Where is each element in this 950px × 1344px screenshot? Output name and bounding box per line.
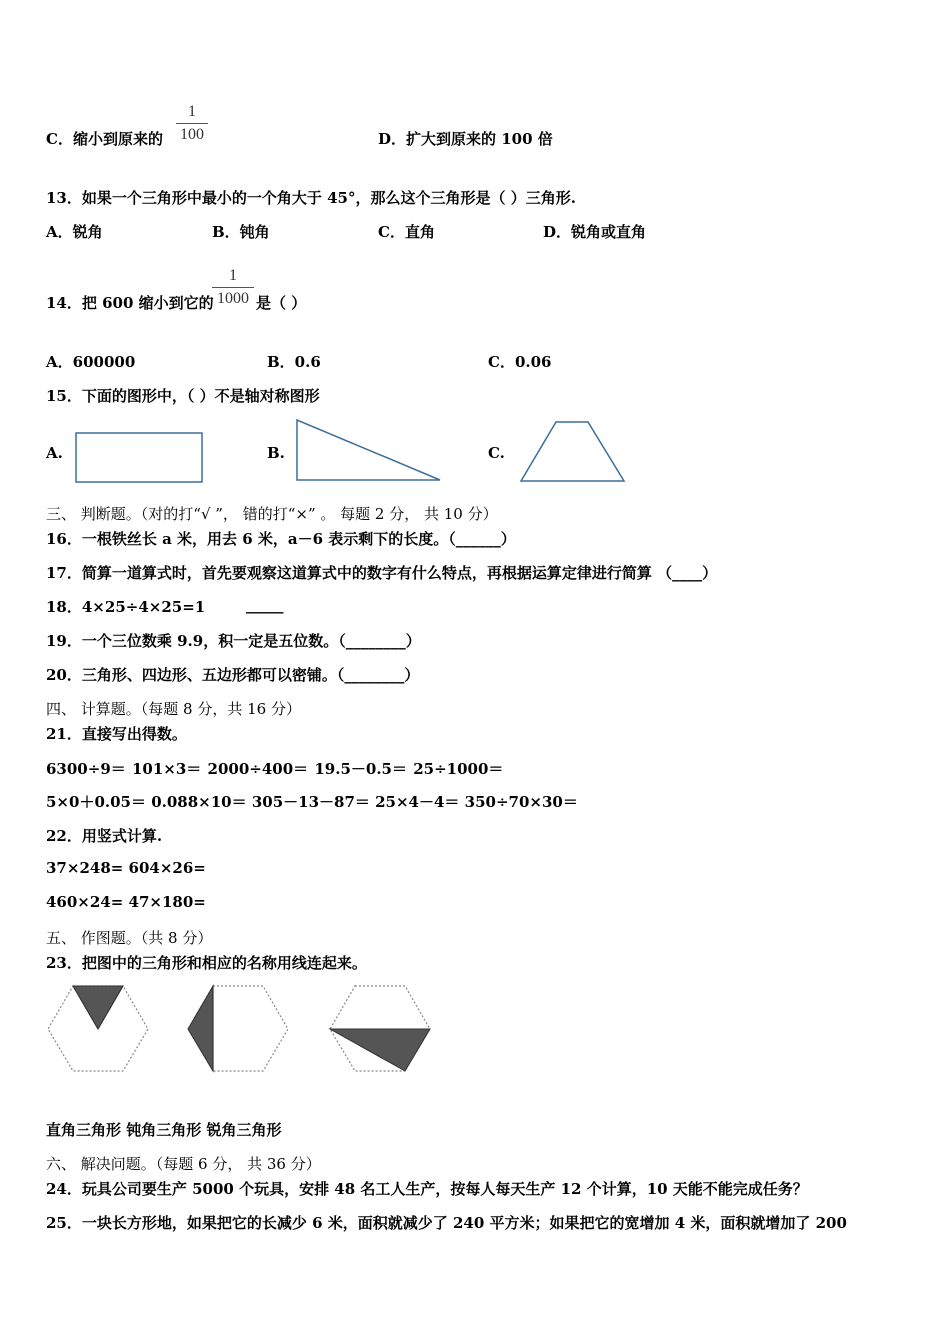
q19: 19．一个三位数乘 9.9，积一定是五位数。（________）	[46, 632, 421, 650]
section-5-title: 五、 作图题。（共 8 分）	[46, 929, 213, 947]
q14-stem-pre: 14．把 600 缩小到它的	[46, 294, 214, 312]
q12-option-c: C．缩小到原来的	[46, 130, 163, 148]
q15-label-b: B.	[267, 444, 285, 462]
q22-stem: 22．用竖式计算.	[46, 827, 163, 845]
q14-fraction	[212, 267, 254, 308]
q18: 18．4×25÷4×25=1	[46, 598, 206, 616]
hexagon-figure-3	[328, 982, 434, 1074]
q12-fraction	[176, 103, 208, 144]
trapezoid-shape	[518, 420, 628, 484]
q24: 24．玩具公司要生产 5000 个玩具，安排 48 名工人生产，按每人每天生产 12 个计算，10 天能不能完成任务？	[46, 1180, 808, 1198]
triangle-names: 直角三角形 钝角三角形 锐角三角形	[46, 1121, 282, 1139]
q13-option-a: A．锐角	[46, 223, 103, 241]
q16: 16．一根铁丝长 a 米，用去 6 米，a－6 表示剩下的长度。（______）	[46, 530, 516, 548]
q17: 17．简算一道算式时，首先要观察这道算式中的数字有什么特点，再根据运算定律进行简算 （____）	[46, 564, 718, 582]
q23-stem: 23．把图中的三角形和相应的名称用线连起来。	[46, 954, 367, 972]
fraction-denominator: 1000	[217, 290, 249, 307]
q20: 20．三角形、四边形、五边形都可以密铺。（________）	[46, 666, 420, 684]
q15-label-c: C.	[488, 444, 505, 462]
q21-row-1: 6300÷9＝ 101×3＝ 2000÷400＝ 19.5－0.5＝ 25÷1000＝	[46, 760, 504, 778]
fraction-numerator: 1	[229, 267, 237, 284]
q14-option-c: C．0.06	[488, 353, 552, 371]
q14-option-a: A．600000	[46, 353, 136, 371]
q13-option-d: D．锐角或直角	[543, 223, 647, 241]
q15-stem: 15．下面的图形中，（ ）不是轴对称图形	[46, 387, 320, 405]
q21-stem: 21．直接写出得数。	[46, 725, 187, 743]
rectangle-shape	[75, 432, 205, 484]
q13-option-b: B．钝角	[212, 223, 270, 241]
q21-row-2: 5×0＋0.05＝ 0.088×10＝ 305－13－87＝ 25×4－4＝ 350÷70×30＝	[46, 793, 578, 811]
q22-row-2: 460×24= 47×180=	[46, 893, 206, 911]
q22-row-1: 37×248= 604×26=	[46, 859, 206, 877]
q14-stem-post: 是（ ）	[256, 294, 307, 312]
section-4-title: 四、 计算题。（每题 8 分，共 16 分）	[46, 700, 301, 718]
q25: 25．一块长方形地，如果把它的长减少 6 米，面积就减少了 240 平方米；如果把它的宽增加 4 米，面积就增加了 200	[46, 1214, 847, 1232]
q12-option-d: D．扩大到原来的 100 倍	[378, 130, 553, 148]
section-3-title: 三、 判断题。（对的打“√ ”， 错的打“×” 。 每题 2 分， 共 10 分）	[46, 505, 498, 523]
section-6-title: 六、 解决问题。（每题 6 分， 共 36 分）	[46, 1155, 321, 1173]
q15-label-a: A.	[46, 444, 63, 462]
fraction-denominator: 100	[180, 126, 204, 143]
q18-blank: _____	[246, 596, 284, 614]
q14-option-b: B．0.6	[267, 353, 321, 371]
q13-stem: 13．如果一个三角形中最小的一个角大于 45°，那么这个三角形是（ ）三角形.	[46, 189, 576, 207]
fraction-numerator: 1	[188, 103, 196, 120]
hexagon-figure-2	[186, 982, 292, 1074]
hexagon-figure-1	[46, 982, 152, 1074]
right-triangle-shape	[294, 418, 444, 483]
q13-option-c: C．直角	[378, 223, 435, 241]
